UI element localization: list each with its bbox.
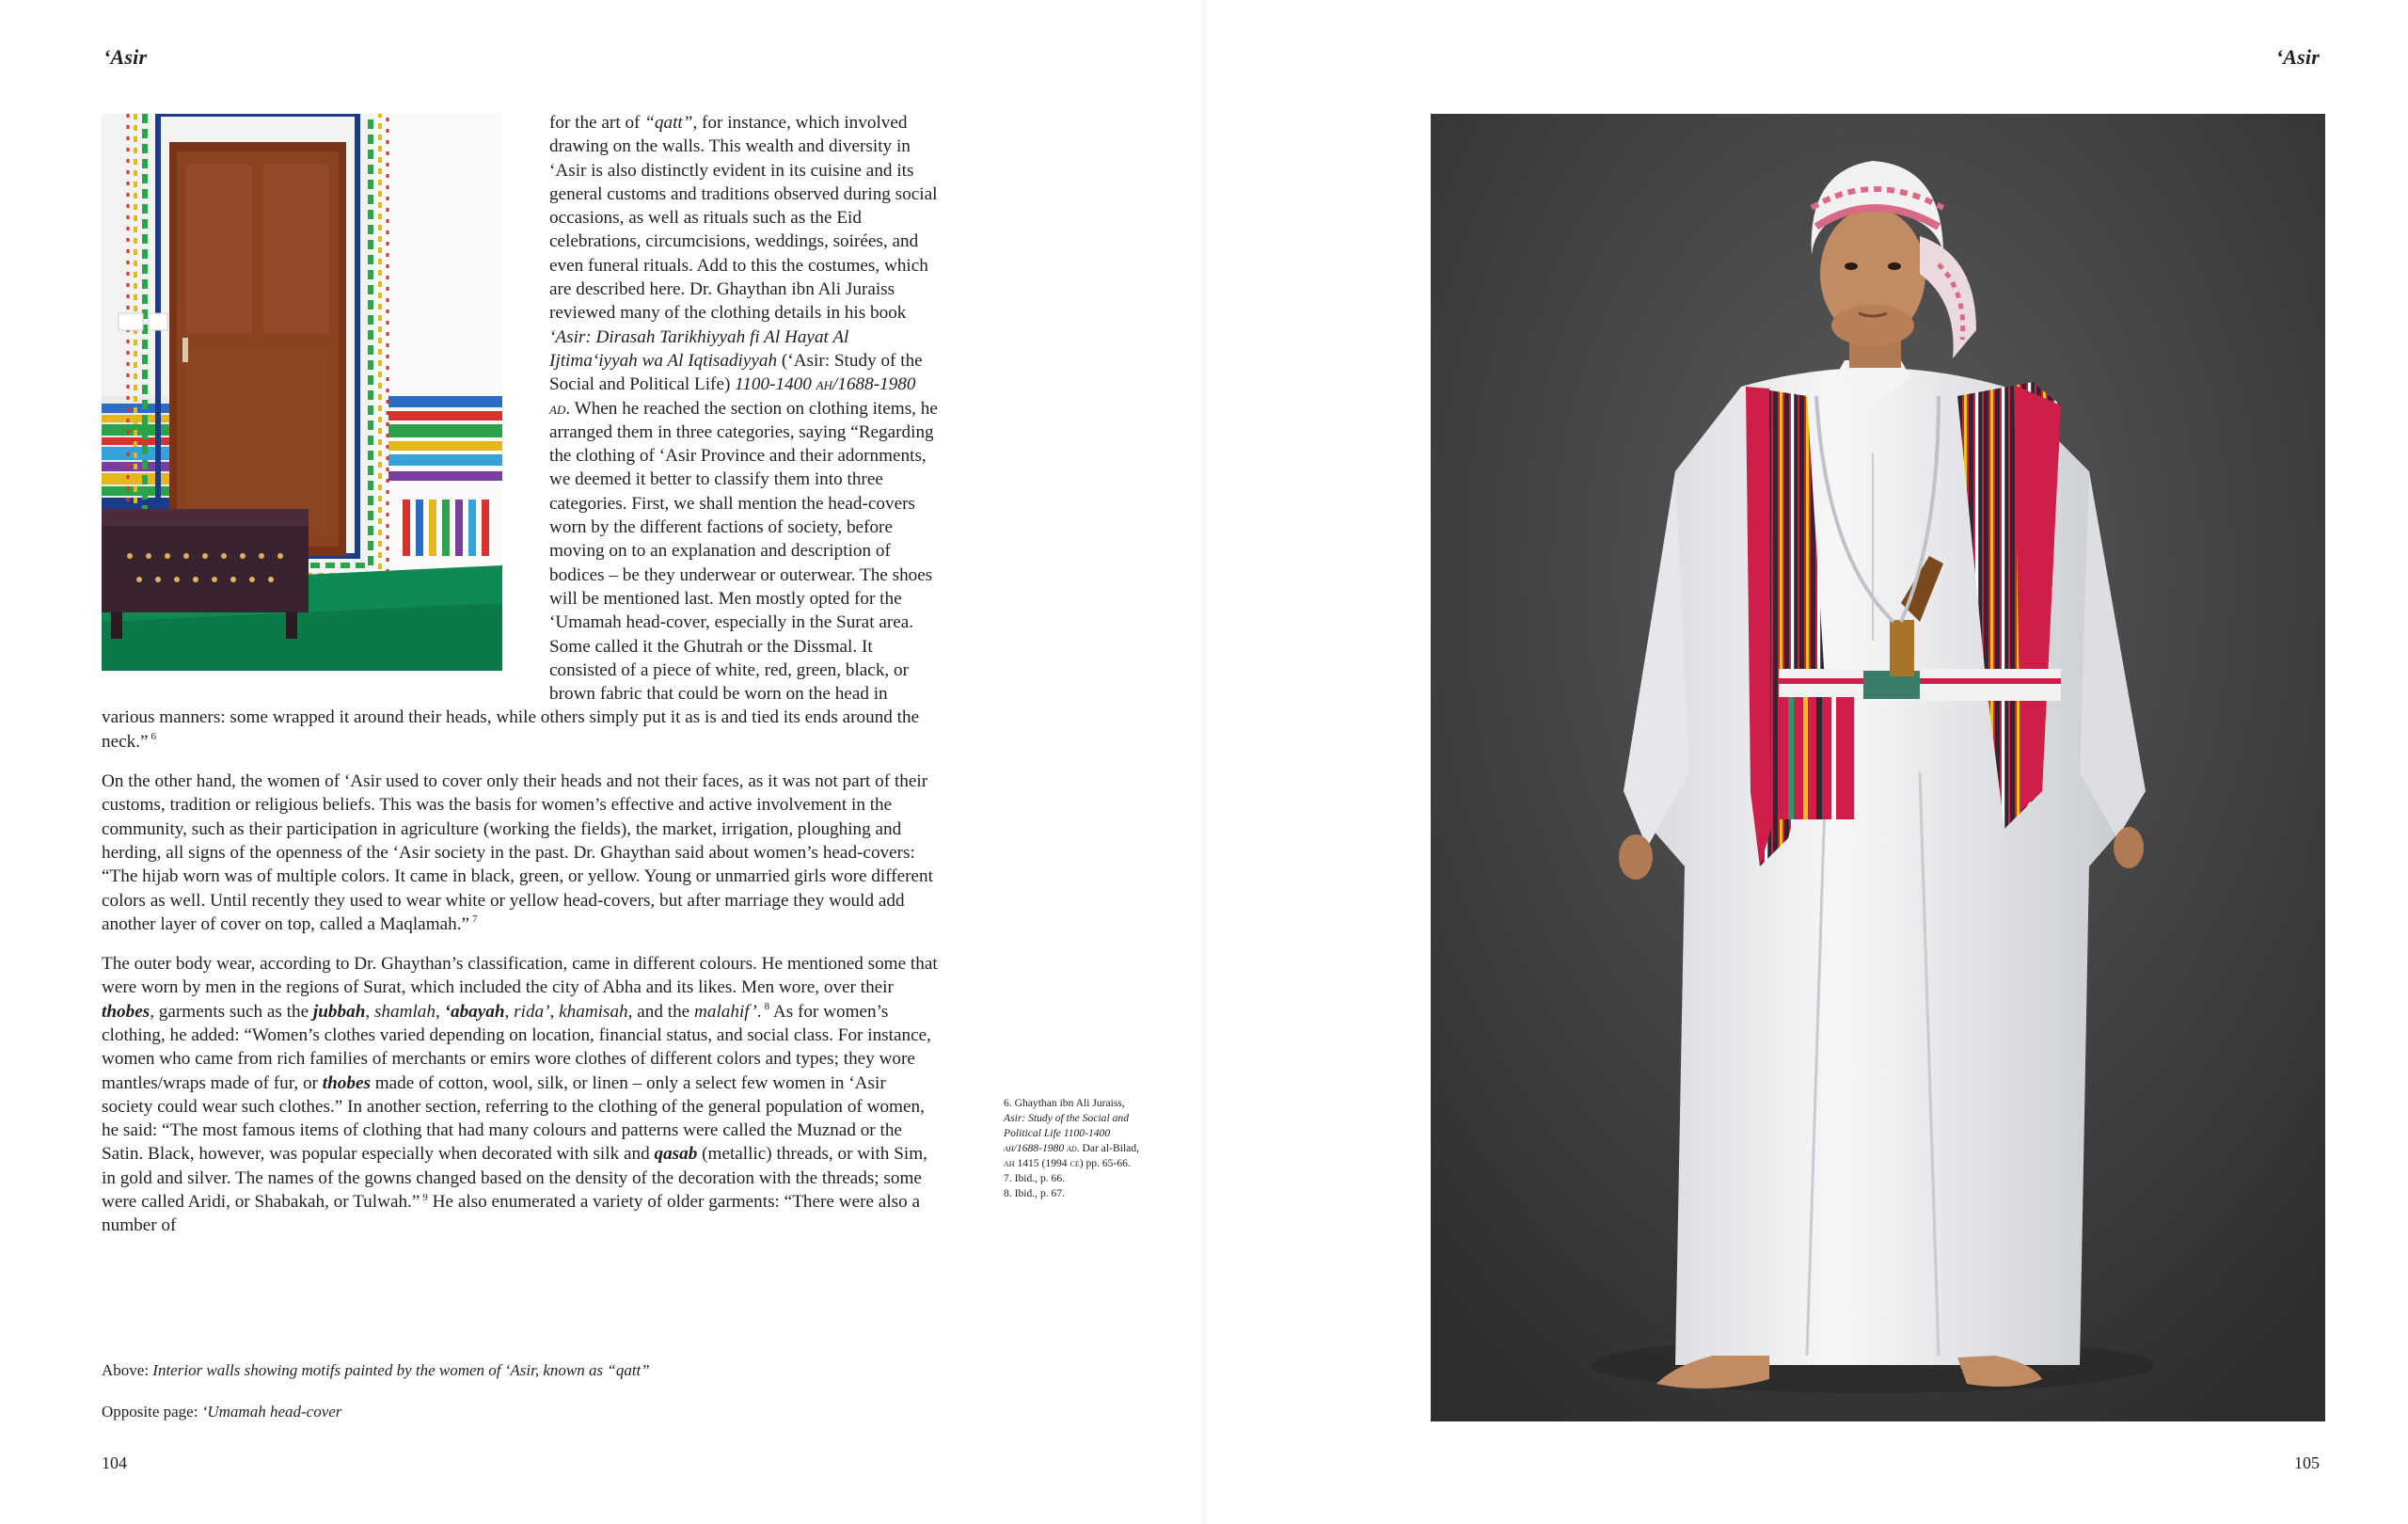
running-head-left: ‘Asir (103, 45, 148, 69)
portrait-photo (1431, 114, 2325, 1421)
footnote-ref-6: 6 (150, 731, 157, 743)
footnote-8: 8. Ibid., p. 67. (1004, 1187, 1066, 1199)
page-number-right: 105 (2294, 1453, 2320, 1472)
footnote-7: 7. Ibid., p. 66. (1004, 1172, 1066, 1184)
page-gutter (1200, 0, 1208, 1524)
body-paragraph-2: On the other hand, the women of ‘Asir used to cover only their heads and not their faces, as it was not part of their customs, tradition or religious beliefs. This was the basis for women’s effective and active involvement in the community, such as their participation in agriculture (working the fields), the market, irrigation, ploughing and herding, all signs of the openness of the ‘Asir society in the past. Dr. Ghaythan said about women’s head-covers: “The hijab worn was of multiple colors. It came in black, green, or yellow. Young or unmarried girls wore different colors as well. Until recently they used to wear white or yellow head-covers, but after marriage they would add another layer of cover on top, called a Maqlamah.” $^7$ (102, 771, 933, 934)
body-paragraph-1: for the art of “qatt”, for instance, which involved drawing on the walls. This wealth and diversity in ‘Asir is also distinctly evident in its cuisine and its general customs and traditions observed during social occasions, as well as rituals such as the Eid celebrations, circumcisions, weddings, soirées, and even funeral rituals. Add to this the costumes, which are described here. Dr. Ghaythan ibn Ali Juraiss reviewed many of the clothing details in his book ‘Asir: Dirasah Tarikhiyyah fi Al Hayat Al Ijtima‘iyyah wa Al Iqtisadiyyah (‘Asir: Study of the Social and Political Life) 1100-1400 ah/1688-1980 ad. When he reached the section on clothing items, he arranged them in three categories, saying “Regarding the clothing of ‘Asir Province and their adornments, we deemed it better to classify them into three categories. First, we shall mention the head-covers worn by the different factions of society, before moving on to an explanation and description of bodices – be they underwear or outerwear. The shoes will be mentioned last. Men mostly opted for the ‘Umamah head-cover, especially in the Surat area. Some called it the Ghutrah or the Dissmal. It consisted of a piece of white, red, green, black, or brown fabric that could be worn on the head in various manners: some wrapped it around their heads, while others simply put it as is and tied its ends around the neck.” $^6$ (102, 113, 938, 752)
footnote-ref-7: 7 (472, 913, 478, 926)
running-head-right: ‘Asir (2275, 45, 2320, 69)
body-paragraph-3: The outer body wear, according to Dr. Ghaythan’s classification, came in different colours. He mentioned some that were worn by men in the regions of Surat, which included the city of Abha and its likes. Men wore, over their thobes, garments such as the jubbah, shamlah, ‘abayah, rida’, khamisah, and the malahif’. $^8$ As for women’s clothing, he added: “Women’s clothes varied depending on location, financial status, and social class. For instance, women who came from rich families of merchants or emirs wore clothes of different colors and types; they wore mantles/wraps made of fur, or thobes made of cotton, wool, silk, or linen – only a select few women in ‘Asir society could wear such clothes.” In another section, referring to the clothing of the general population of women, he said: “The most famous items of clothing that had many colours and patterns were called the Muznad or the Satin. Black, however, was popular especially when decorated with silk and qasab (metallic) threads, or with Sim, in gold and silver. The names of the gowns changed based on the density of the decoration with the threads; some were called Aridi, or Shabakah, or Tulwah.” $^9$ He also enumerated a variety of older garments: “There were also a number of (102, 954, 938, 1236)
caption-above: Above: Interior walls showing motifs painted by the women of ‘Asir, known as “qatt” (102, 1361, 650, 1379)
page-number-left: 104 (102, 1453, 127, 1472)
footnote-ref-8: 8 (764, 1001, 770, 1013)
caption-opposite-page: Opposite page: ‘Umamah head-cover (102, 1403, 342, 1421)
footnotes-margin (1004, 1096, 1145, 1201)
main-text-column (102, 111, 941, 1238)
footnote-ref-9: 9 (422, 1191, 428, 1203)
footnote-6: 6. Ghaythan ibn Ali Juraiss, Asir: Study of the Social and Political Life 1100-1400 ah/1688-1980 ad. Dar al-Bilad, ah 1415 (1994 ce) pp. 65-66. (1004, 1097, 1140, 1169)
